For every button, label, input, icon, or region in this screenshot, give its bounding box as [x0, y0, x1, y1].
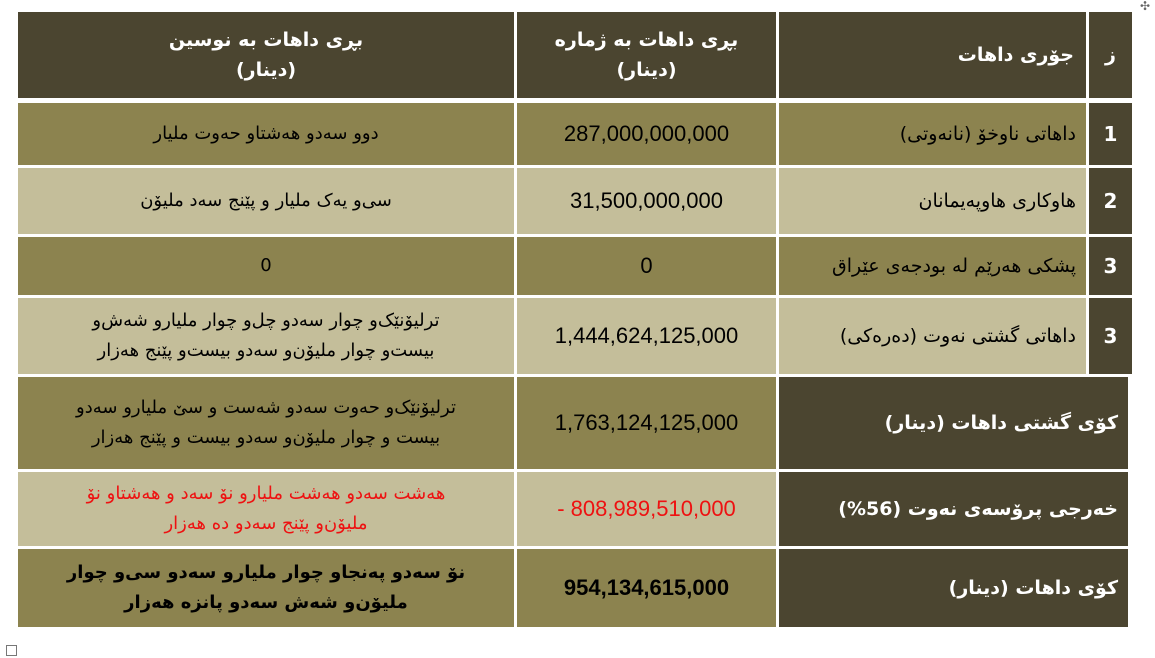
summary-words-line1: هەشت سەدو هەشت ملیارو نۆ سەد و هەشتاو نۆ: [86, 483, 446, 504]
table-row: [18, 237, 1132, 298]
row-type: داهاتی ناوخۆ (نانەوتی): [776, 103, 1086, 168]
header-amount-unit: (دینار): [616, 59, 677, 81]
row-words-line1: ترلیۆنێک‌و چوار سەدو چل‌و چوار ملیارو شەش‌و: [92, 310, 440, 331]
header-words-unit: (دینار): [235, 59, 297, 81]
summary-words-line2: بیست و چوار ملیۆن‌و سەدو بیست و پێنج هەزار: [91, 427, 441, 448]
table-row: [18, 103, 1132, 168]
table-move-handle-icon[interactable]: ✣: [1139, 0, 1151, 13]
header-type-label: جۆری داهات: [957, 44, 1074, 66]
summary-amount: [514, 377, 776, 472]
summary-amount: [514, 549, 776, 630]
table-resize-handle-icon[interactable]: [6, 645, 17, 656]
table-row: [18, 168, 1132, 237]
table-header-row: [18, 12, 1132, 101]
summary-words-line1: نۆ سەدو پەنجاو چوار ملیارو سەدو سی‌و چوار: [66, 562, 466, 583]
row-words: [18, 168, 514, 237]
row-words: [18, 103, 514, 168]
row-amount: [514, 237, 776, 298]
row-number: 1: [1086, 103, 1132, 168]
summary-words-line1: ترلیۆنێک‌و حەوت سەدو شەست و سێ ملیارو سەدو: [76, 397, 456, 418]
row-amount: [514, 298, 776, 377]
header-number: [1086, 12, 1132, 101]
header-words: [18, 12, 514, 101]
table-row: [18, 298, 1132, 377]
row-amount: [514, 103, 776, 168]
summary-row-oil-expense: [18, 472, 1132, 549]
row-type: پشکی هەرێم لە بودجەی عێراق: [776, 237, 1086, 298]
row-amount-value: 31,500,000,000: [570, 188, 723, 213]
row-amount-value: 0: [640, 253, 653, 278]
row-words-line1: سی‌و یەک ملیار و پێنج سەد ملیۆن: [140, 190, 392, 211]
summary-words: [18, 377, 514, 472]
summary-row-net-revenue: [18, 549, 1132, 630]
row-amount-value: 1,444,624,125,000: [554, 323, 739, 348]
row-amount-value: 287,000,000,000: [563, 121, 730, 146]
row-words-line1: 0: [260, 255, 272, 276]
summary-words-line2: ملیۆن‌و شەش سەدو پانزە هەزار: [124, 592, 408, 613]
summary-amount: [514, 472, 776, 549]
header-type: [776, 12, 1086, 101]
row-type: هاوکاری هاوپەیمانان: [776, 168, 1086, 237]
summary-label: کۆی داهات (دینار): [776, 549, 1132, 630]
row-type: داهاتی گشتی نەوت (دەرەکی): [776, 298, 1086, 377]
summary-amount-value: 1,763,124,125,000: [554, 410, 739, 435]
header-words-label: بڕی داهات بە نوسین: [168, 29, 364, 51]
row-number: 2: [1086, 168, 1132, 237]
header-number-label: ز: [1105, 44, 1116, 66]
summary-amount-value: - 808,989,510,000: [557, 496, 736, 521]
summary-words-line2: ملیۆن‌و پێنج سەدو دە هەزار: [164, 513, 368, 534]
row-words-line2: بیست‌و چوار ملیۆن‌و سەدو بیست‌و پێنج هەزار: [97, 340, 435, 361]
row-words-line1: دوو سەدو هەشتاو حەوت ملیار: [153, 123, 379, 144]
revenue-table: [18, 12, 1132, 630]
row-number: 3: [1086, 237, 1132, 298]
row-amount: [514, 168, 776, 237]
row-number: 3: [1086, 298, 1132, 377]
summary-label: کۆی گشتی داهات (دینار): [776, 377, 1132, 472]
summary-words: [18, 472, 514, 549]
header-amount: [514, 12, 776, 101]
summary-row-total-revenue: [18, 377, 1132, 472]
revenue-table-container: [18, 12, 1132, 642]
row-words: [18, 298, 514, 377]
summary-label: خەرجی پرۆسەی نەوت (56%): [776, 472, 1132, 549]
row-words: [18, 237, 514, 298]
header-amount-label: بڕی داهات بە ژمارە: [554, 29, 739, 51]
summary-words: [18, 549, 514, 630]
summary-amount-value: 954,134,615,000: [563, 575, 730, 600]
